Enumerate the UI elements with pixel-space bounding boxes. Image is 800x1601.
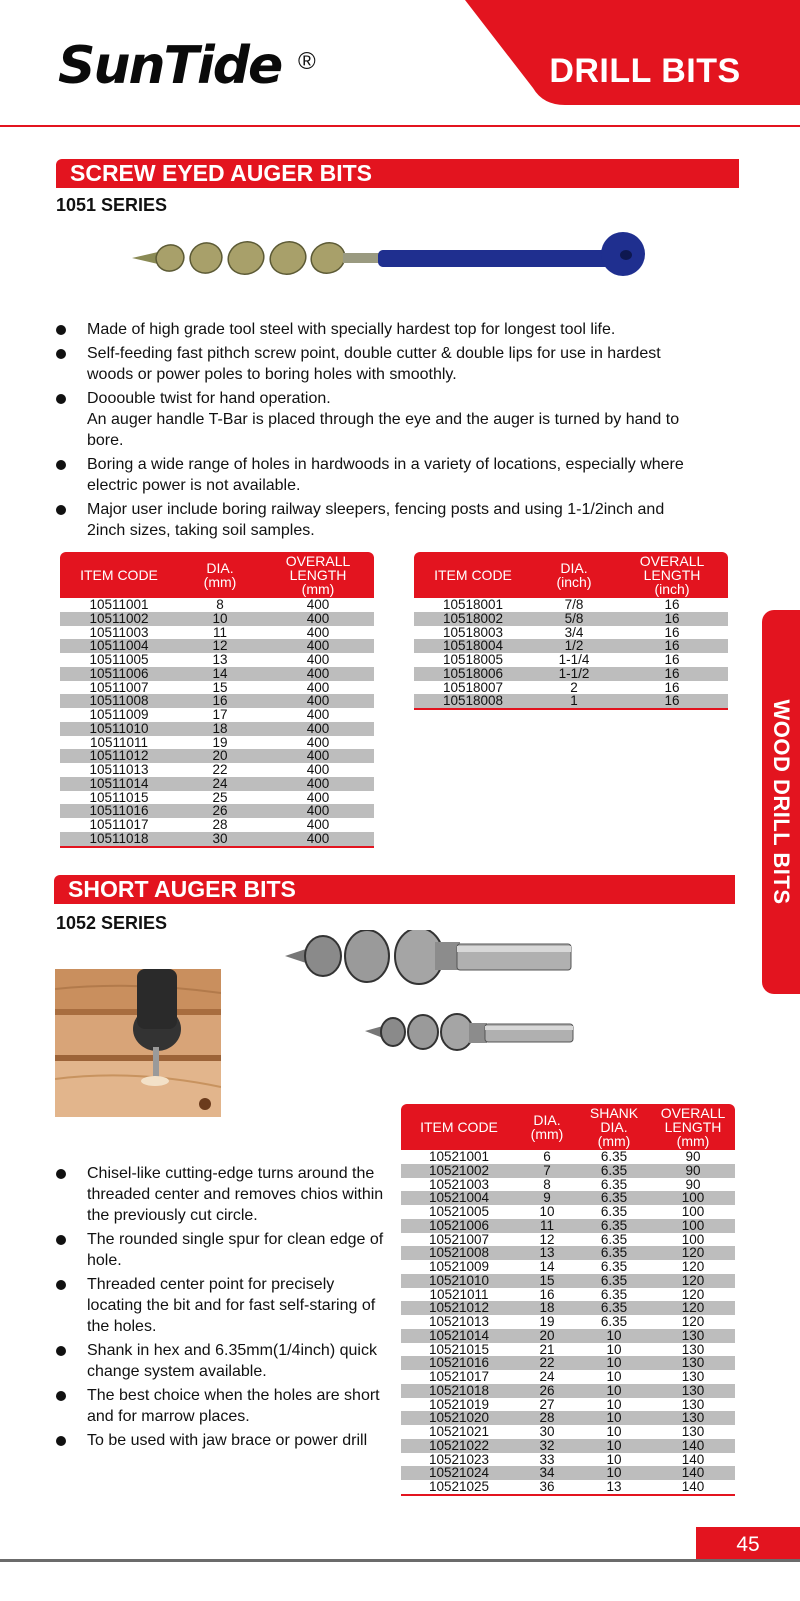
table-cell: 16 bbox=[539, 1286, 555, 1302]
col-header: ITEM CODE bbox=[414, 552, 532, 598]
table-cell: 10511013 bbox=[89, 762, 149, 777]
table-cell: 130 bbox=[651, 1329, 735, 1343]
table-row bbox=[60, 612, 374, 626]
table-cell: 10521018 bbox=[401, 1384, 517, 1398]
table-cell: 400 bbox=[306, 624, 330, 640]
table-cell: 8 bbox=[216, 597, 224, 612]
table-cell: 13 bbox=[517, 1246, 577, 1260]
table-row bbox=[414, 639, 728, 653]
series-1051: 1051 SERIES bbox=[56, 195, 168, 215]
table-cell: 11 bbox=[517, 1219, 577, 1233]
table-row bbox=[401, 1178, 735, 1192]
feature-item: Made of high grade tool steel with specially hardest top for longest tool life. bbox=[54, 319, 694, 340]
table-cell: 130 bbox=[651, 1356, 735, 1370]
table-row bbox=[401, 1191, 735, 1205]
table-cell: 12 bbox=[539, 1231, 555, 1247]
table-cell: 24 bbox=[178, 777, 262, 791]
table-cell: 27 bbox=[539, 1396, 555, 1412]
table-cell: 10521024 bbox=[401, 1466, 517, 1480]
brand-logo bbox=[58, 36, 282, 120]
table-cell: 16 bbox=[616, 694, 728, 709]
table-cell: 10518005 bbox=[442, 652, 504, 667]
table-cell: 6.35 bbox=[577, 1219, 651, 1233]
table-cell: 10518002 bbox=[414, 612, 532, 626]
table-cell: 28 bbox=[212, 817, 228, 832]
table-cell: 16 bbox=[664, 652, 680, 667]
table-row bbox=[401, 1301, 735, 1315]
table-cell: 10521022 bbox=[401, 1439, 517, 1453]
table-row bbox=[401, 1425, 735, 1439]
table-row bbox=[401, 1343, 735, 1357]
table-cell: 400 bbox=[262, 832, 374, 847]
table-cell: 26 bbox=[517, 1384, 577, 1398]
table-row bbox=[60, 749, 374, 763]
table-cell: 400 bbox=[262, 777, 374, 791]
table-cell: 7 bbox=[517, 1164, 577, 1178]
feature-item: Dooouble twist for hand operation. An auger handle T-Bar is placed through the eye and the auger is turned by hand to bore. bbox=[54, 388, 694, 451]
table-cell: 10521014 bbox=[401, 1329, 517, 1343]
table-row bbox=[414, 626, 728, 640]
table-row bbox=[401, 1329, 735, 1343]
table-cell: 6 bbox=[543, 1149, 551, 1164]
table-cell: 400 bbox=[262, 804, 374, 818]
table-cell: 24 bbox=[539, 1369, 555, 1384]
table-row bbox=[414, 694, 728, 709]
table-cell: 400 bbox=[262, 722, 374, 736]
table-cell: 5/8 bbox=[532, 612, 616, 626]
feature-item: To be used with jaw brace or power drill bbox=[54, 1430, 384, 1451]
table-cell: 10511008 bbox=[60, 694, 178, 708]
drilling-photo bbox=[55, 969, 221, 1117]
table-row bbox=[401, 1288, 735, 1302]
table-cell: 10 bbox=[606, 1341, 622, 1357]
table-cell: 10511006 bbox=[60, 667, 178, 681]
table-cell: 130 bbox=[681, 1341, 705, 1357]
table-cell: 10 bbox=[606, 1424, 622, 1439]
table-cell: 16 bbox=[616, 667, 728, 681]
table-row bbox=[60, 777, 374, 791]
table-row bbox=[401, 1315, 735, 1329]
table-cell: 10511001 bbox=[89, 597, 149, 612]
table-cell: 6.35 bbox=[600, 1286, 628, 1302]
table-cell: 30 bbox=[178, 832, 262, 847]
table-cell: 10511004 bbox=[60, 639, 178, 653]
table-cell: 10511015 bbox=[89, 789, 149, 805]
table-cell: 19 bbox=[539, 1314, 555, 1329]
table-cell: 120 bbox=[651, 1274, 735, 1288]
feature-item: Major user include boring railway sleepers, fencing posts and using 1-1/2inch and 2inch sizes, taking soil samples. bbox=[54, 499, 694, 541]
table-cell: 130 bbox=[681, 1396, 705, 1412]
col-header: OVERALL LENGTH (mm) bbox=[262, 552, 374, 598]
feature-item: The best choice when the holes are short and for marrow places. bbox=[54, 1385, 384, 1427]
table-row bbox=[401, 1453, 735, 1467]
feature-item: Boring a wide range of holes in hardwoods in a variety of locations, especially where electric power is not available. bbox=[54, 454, 694, 496]
table-cell: 13 bbox=[577, 1480, 651, 1495]
table-cell: 6.35 bbox=[600, 1314, 628, 1329]
category-side-label: WOOD DRILL BITS bbox=[769, 699, 794, 905]
table-cell: 10 bbox=[606, 1451, 622, 1467]
table-cell: 10 bbox=[577, 1439, 651, 1453]
feature-list-1051 bbox=[54, 319, 694, 544]
table-cell: 10521015 bbox=[428, 1341, 490, 1357]
table-row bbox=[60, 791, 374, 805]
table-cell: 100 bbox=[681, 1231, 705, 1247]
table-cell: 90 bbox=[651, 1164, 735, 1178]
page-title: DRILL BITS bbox=[549, 52, 741, 90]
table-cell: 10 bbox=[577, 1356, 651, 1370]
table-cell: 10518008 bbox=[414, 694, 532, 709]
table-cell: 12 bbox=[178, 639, 262, 653]
table-cell: 10521017 bbox=[428, 1369, 490, 1384]
table-row bbox=[60, 653, 374, 667]
table-row bbox=[401, 1233, 735, 1247]
table-cell: 16 bbox=[664, 624, 680, 640]
table-row bbox=[414, 653, 728, 667]
table-cell: 100 bbox=[651, 1191, 735, 1205]
feature-item: Threaded center point for precisely locating the bit and for fast self-staring of the holes. bbox=[54, 1274, 384, 1337]
feature-item: The rounded single spur for clean edge of hole. bbox=[54, 1229, 384, 1271]
table-row bbox=[60, 694, 374, 708]
table-cell: 22 bbox=[212, 762, 228, 777]
table-cell: 14 bbox=[539, 1259, 555, 1274]
feature-item: Self-feeding fast pithch screw point, double cutter & double lips for use in hardest woods or power poles to boring holes with smoothly. bbox=[54, 343, 694, 385]
table-cell: 11 bbox=[212, 624, 227, 640]
table-cell: 400 bbox=[306, 707, 330, 722]
table-cell: 20 bbox=[178, 749, 262, 763]
table-cell: 10521003 bbox=[428, 1176, 490, 1192]
table-cell: 400 bbox=[306, 652, 330, 667]
col-header: OVERALL LENGTH (inch) bbox=[616, 552, 728, 598]
col-header: DIA. (mm) bbox=[517, 1104, 577, 1150]
table-row bbox=[60, 708, 374, 722]
table-cell: 10511010 bbox=[60, 722, 178, 736]
table-row bbox=[60, 736, 374, 750]
table-cell: 10521005 bbox=[428, 1204, 490, 1219]
table-cell: 16 bbox=[664, 679, 680, 695]
table-cell: 10521013 bbox=[428, 1314, 490, 1329]
table-row bbox=[414, 681, 728, 695]
table-cell: 10511014 bbox=[60, 777, 178, 791]
table-row bbox=[401, 1398, 735, 1412]
table-cell: 10511002 bbox=[60, 612, 178, 626]
table-cell: 7/8 bbox=[564, 597, 584, 612]
table-row bbox=[60, 804, 374, 818]
table-cell: 10521001 bbox=[428, 1149, 490, 1164]
table-cell: 6.35 bbox=[600, 1231, 628, 1247]
footer-divider bbox=[0, 1559, 800, 1562]
table-cell: 100 bbox=[651, 1219, 735, 1233]
table-cell: 400 bbox=[262, 639, 374, 653]
table-cell: 10521004 bbox=[401, 1191, 517, 1205]
table-cell: 10518003 bbox=[442, 624, 504, 640]
table-row bbox=[401, 1356, 735, 1370]
registered-mark: ® bbox=[298, 48, 316, 75]
table-cell: 25 bbox=[212, 789, 228, 805]
table-cell: 10 bbox=[577, 1329, 651, 1343]
table-cell: 26 bbox=[178, 804, 262, 818]
table-cell: 10521023 bbox=[428, 1451, 490, 1467]
table-cell: 130 bbox=[681, 1369, 705, 1384]
table-cell: 16 bbox=[616, 612, 728, 626]
feature-list-1052 bbox=[54, 1163, 384, 1454]
table-cell: 400 bbox=[306, 817, 330, 832]
col-header: DIA. (inch) bbox=[532, 552, 616, 598]
table-cell: 10511003 bbox=[89, 624, 149, 640]
table-cell: 28 bbox=[517, 1411, 577, 1425]
table-cell: 3/4 bbox=[564, 624, 584, 640]
table-cell: 6.35 bbox=[600, 1259, 628, 1274]
table-cell: 400 bbox=[262, 667, 374, 681]
table-cell: 10511017 bbox=[89, 817, 149, 832]
table-cell: 10 bbox=[178, 612, 262, 626]
table-cell: 1/2 bbox=[532, 639, 616, 653]
table-cell: 34 bbox=[517, 1466, 577, 1480]
col-header: ITEM CODE bbox=[60, 552, 178, 598]
table-cell: 10521025 bbox=[401, 1480, 517, 1495]
table-cell: 6.35 bbox=[600, 1149, 628, 1164]
table-cell: 140 bbox=[651, 1466, 735, 1480]
table-cell: 400 bbox=[306, 734, 330, 750]
table-row bbox=[60, 763, 374, 777]
table-cell: 19 bbox=[212, 734, 228, 750]
table-row bbox=[401, 1150, 735, 1164]
table-cell: 400 bbox=[262, 749, 374, 763]
table-cell: 10521002 bbox=[401, 1164, 517, 1178]
table-row bbox=[60, 598, 374, 612]
spec-table-1052 bbox=[401, 1104, 735, 1496]
page-number: 45 bbox=[736, 1533, 760, 1556]
table-row bbox=[60, 639, 374, 653]
table-row bbox=[401, 1411, 735, 1425]
table-cell: 10511018 bbox=[60, 832, 178, 847]
table-cell: 22 bbox=[517, 1356, 577, 1370]
table-cell: 14 bbox=[178, 667, 262, 681]
series-1052: 1052 SERIES bbox=[56, 913, 168, 933]
table-cell: 9 bbox=[517, 1191, 577, 1205]
table-row bbox=[401, 1466, 735, 1480]
table-cell: 120 bbox=[681, 1286, 705, 1302]
table-cell: 130 bbox=[651, 1411, 735, 1425]
table-cell: 10511007 bbox=[89, 679, 149, 695]
col-header: SHANK DIA. (mm) bbox=[577, 1104, 651, 1150]
table-cell: 21 bbox=[539, 1341, 555, 1357]
section-title-short-auger: SHORT AUGER BITS bbox=[54, 875, 735, 904]
screw-eyed-auger-image bbox=[128, 228, 658, 288]
table-cell: 30 bbox=[539, 1424, 555, 1439]
table-row bbox=[401, 1384, 735, 1398]
feature-item: Shank in hex and 6.35mm(1/4inch) quick change system available. bbox=[54, 1340, 384, 1382]
table-cell: 18 bbox=[178, 722, 262, 736]
table-cell: 10511016 bbox=[60, 804, 178, 818]
table-cell: 6.35 bbox=[600, 1204, 628, 1219]
table-cell: 10 bbox=[577, 1384, 651, 1398]
table-row bbox=[60, 832, 374, 847]
table-row bbox=[60, 722, 374, 736]
table-cell: 6.35 bbox=[577, 1301, 651, 1315]
table-row bbox=[60, 681, 374, 695]
table-cell: 1-1/4 bbox=[558, 652, 590, 667]
table-cell: 10521006 bbox=[401, 1219, 517, 1233]
table-cell: 120 bbox=[681, 1259, 705, 1274]
table-row bbox=[401, 1274, 735, 1288]
table-row bbox=[414, 612, 728, 626]
feature-item: Chisel-like cutting-edge turns around the threaded center and removes chios within the previously cut circle. bbox=[54, 1163, 384, 1226]
table-cell: 8 bbox=[543, 1176, 551, 1192]
table-row bbox=[60, 667, 374, 681]
table-row bbox=[401, 1480, 735, 1495]
table-cell: 400 bbox=[306, 597, 330, 612]
table-row bbox=[401, 1219, 735, 1233]
table-cell: 400 bbox=[306, 789, 330, 805]
table-cell: 10521007 bbox=[428, 1231, 490, 1247]
table-cell: 10 bbox=[606, 1396, 622, 1412]
table-cell: 17 bbox=[212, 707, 228, 722]
table-cell: 16 bbox=[616, 639, 728, 653]
table-cell: 1 bbox=[532, 694, 616, 709]
table-cell: 15 bbox=[212, 679, 228, 695]
table-cell: 90 bbox=[685, 1149, 701, 1164]
table-row bbox=[401, 1246, 735, 1260]
table-cell: 10521016 bbox=[401, 1356, 517, 1370]
table-cell: 36 bbox=[517, 1480, 577, 1495]
table-row bbox=[414, 667, 728, 681]
table-cell: 16 bbox=[178, 694, 262, 708]
col-header: OVERALL LENGTH (mm) bbox=[651, 1104, 735, 1150]
table-cell: 10521009 bbox=[428, 1259, 490, 1274]
table-cell: 10521008 bbox=[401, 1246, 517, 1260]
table-cell: 400 bbox=[306, 679, 330, 695]
table-cell: 6.35 bbox=[600, 1176, 628, 1192]
col-header: ITEM CODE bbox=[401, 1104, 517, 1150]
table-row bbox=[401, 1205, 735, 1219]
table-row bbox=[401, 1260, 735, 1274]
table-cell: 10518001 bbox=[442, 597, 504, 612]
table-cell: 6.35 bbox=[577, 1191, 651, 1205]
table-cell: 10518007 bbox=[442, 679, 504, 695]
table-cell: 20 bbox=[517, 1329, 577, 1343]
table-cell: 2 bbox=[570, 679, 578, 695]
table-row bbox=[401, 1439, 735, 1453]
table-cell: 90 bbox=[685, 1176, 701, 1192]
short-auger-bits-image bbox=[285, 930, 585, 1070]
table-cell: 10521012 bbox=[401, 1301, 517, 1315]
header-divider bbox=[0, 125, 800, 127]
table-cell: 400 bbox=[262, 612, 374, 626]
table-cell: 100 bbox=[681, 1204, 705, 1219]
brand-name: SunTide bbox=[58, 36, 282, 96]
table-row bbox=[401, 1164, 735, 1178]
table-cell: 120 bbox=[651, 1246, 735, 1260]
col-header: DIA. (mm) bbox=[178, 552, 262, 598]
spec-table-1051-inch bbox=[414, 552, 728, 710]
table-row bbox=[401, 1370, 735, 1384]
table-cell: 10518004 bbox=[414, 639, 532, 653]
table-cell: 10511012 bbox=[60, 749, 178, 763]
table-cell: 10521011 bbox=[429, 1286, 489, 1302]
table-row bbox=[60, 626, 374, 640]
table-cell: 10521021 bbox=[428, 1424, 490, 1439]
table-cell: 1-1/2 bbox=[532, 667, 616, 681]
table-cell: 10511005 bbox=[89, 652, 149, 667]
table-cell: 130 bbox=[681, 1424, 705, 1439]
table-cell: 10 bbox=[577, 1466, 651, 1480]
table-cell: 18 bbox=[517, 1301, 577, 1315]
table-cell: 16 bbox=[664, 597, 680, 612]
spec-table-1051-mm bbox=[60, 552, 374, 848]
table-cell: 6.35 bbox=[577, 1246, 651, 1260]
table-cell: 140 bbox=[651, 1439, 735, 1453]
table-cell: 10511011 bbox=[89, 734, 149, 750]
table-cell: 10521019 bbox=[428, 1396, 490, 1412]
table-cell: 400 bbox=[262, 694, 374, 708]
section-title-screw-eyed: SCREW EYED AUGER BITS bbox=[56, 159, 739, 188]
table-cell: 15 bbox=[517, 1274, 577, 1288]
table-row bbox=[60, 818, 374, 832]
table-row bbox=[414, 598, 728, 612]
table-cell: 140 bbox=[681, 1451, 705, 1467]
table-cell: 10518006 bbox=[414, 667, 532, 681]
table-cell: 400 bbox=[306, 762, 330, 777]
table-cell: 10 bbox=[577, 1411, 651, 1425]
table-cell: 10521020 bbox=[401, 1411, 517, 1425]
table-cell: 33 bbox=[539, 1451, 555, 1467]
table-cell: 120 bbox=[651, 1301, 735, 1315]
table-cell: 10 bbox=[539, 1204, 555, 1219]
table-cell: 10511009 bbox=[89, 707, 149, 722]
table-cell: 10521010 bbox=[401, 1274, 517, 1288]
table-cell: 13 bbox=[212, 652, 228, 667]
table-cell: 6.35 bbox=[577, 1274, 651, 1288]
table-cell: 10 bbox=[606, 1369, 622, 1384]
table-cell: 130 bbox=[651, 1384, 735, 1398]
table-cell: 120 bbox=[681, 1314, 705, 1329]
table-cell: 140 bbox=[651, 1480, 735, 1495]
table-cell: 6.35 bbox=[577, 1164, 651, 1178]
table-cell: 32 bbox=[517, 1439, 577, 1453]
